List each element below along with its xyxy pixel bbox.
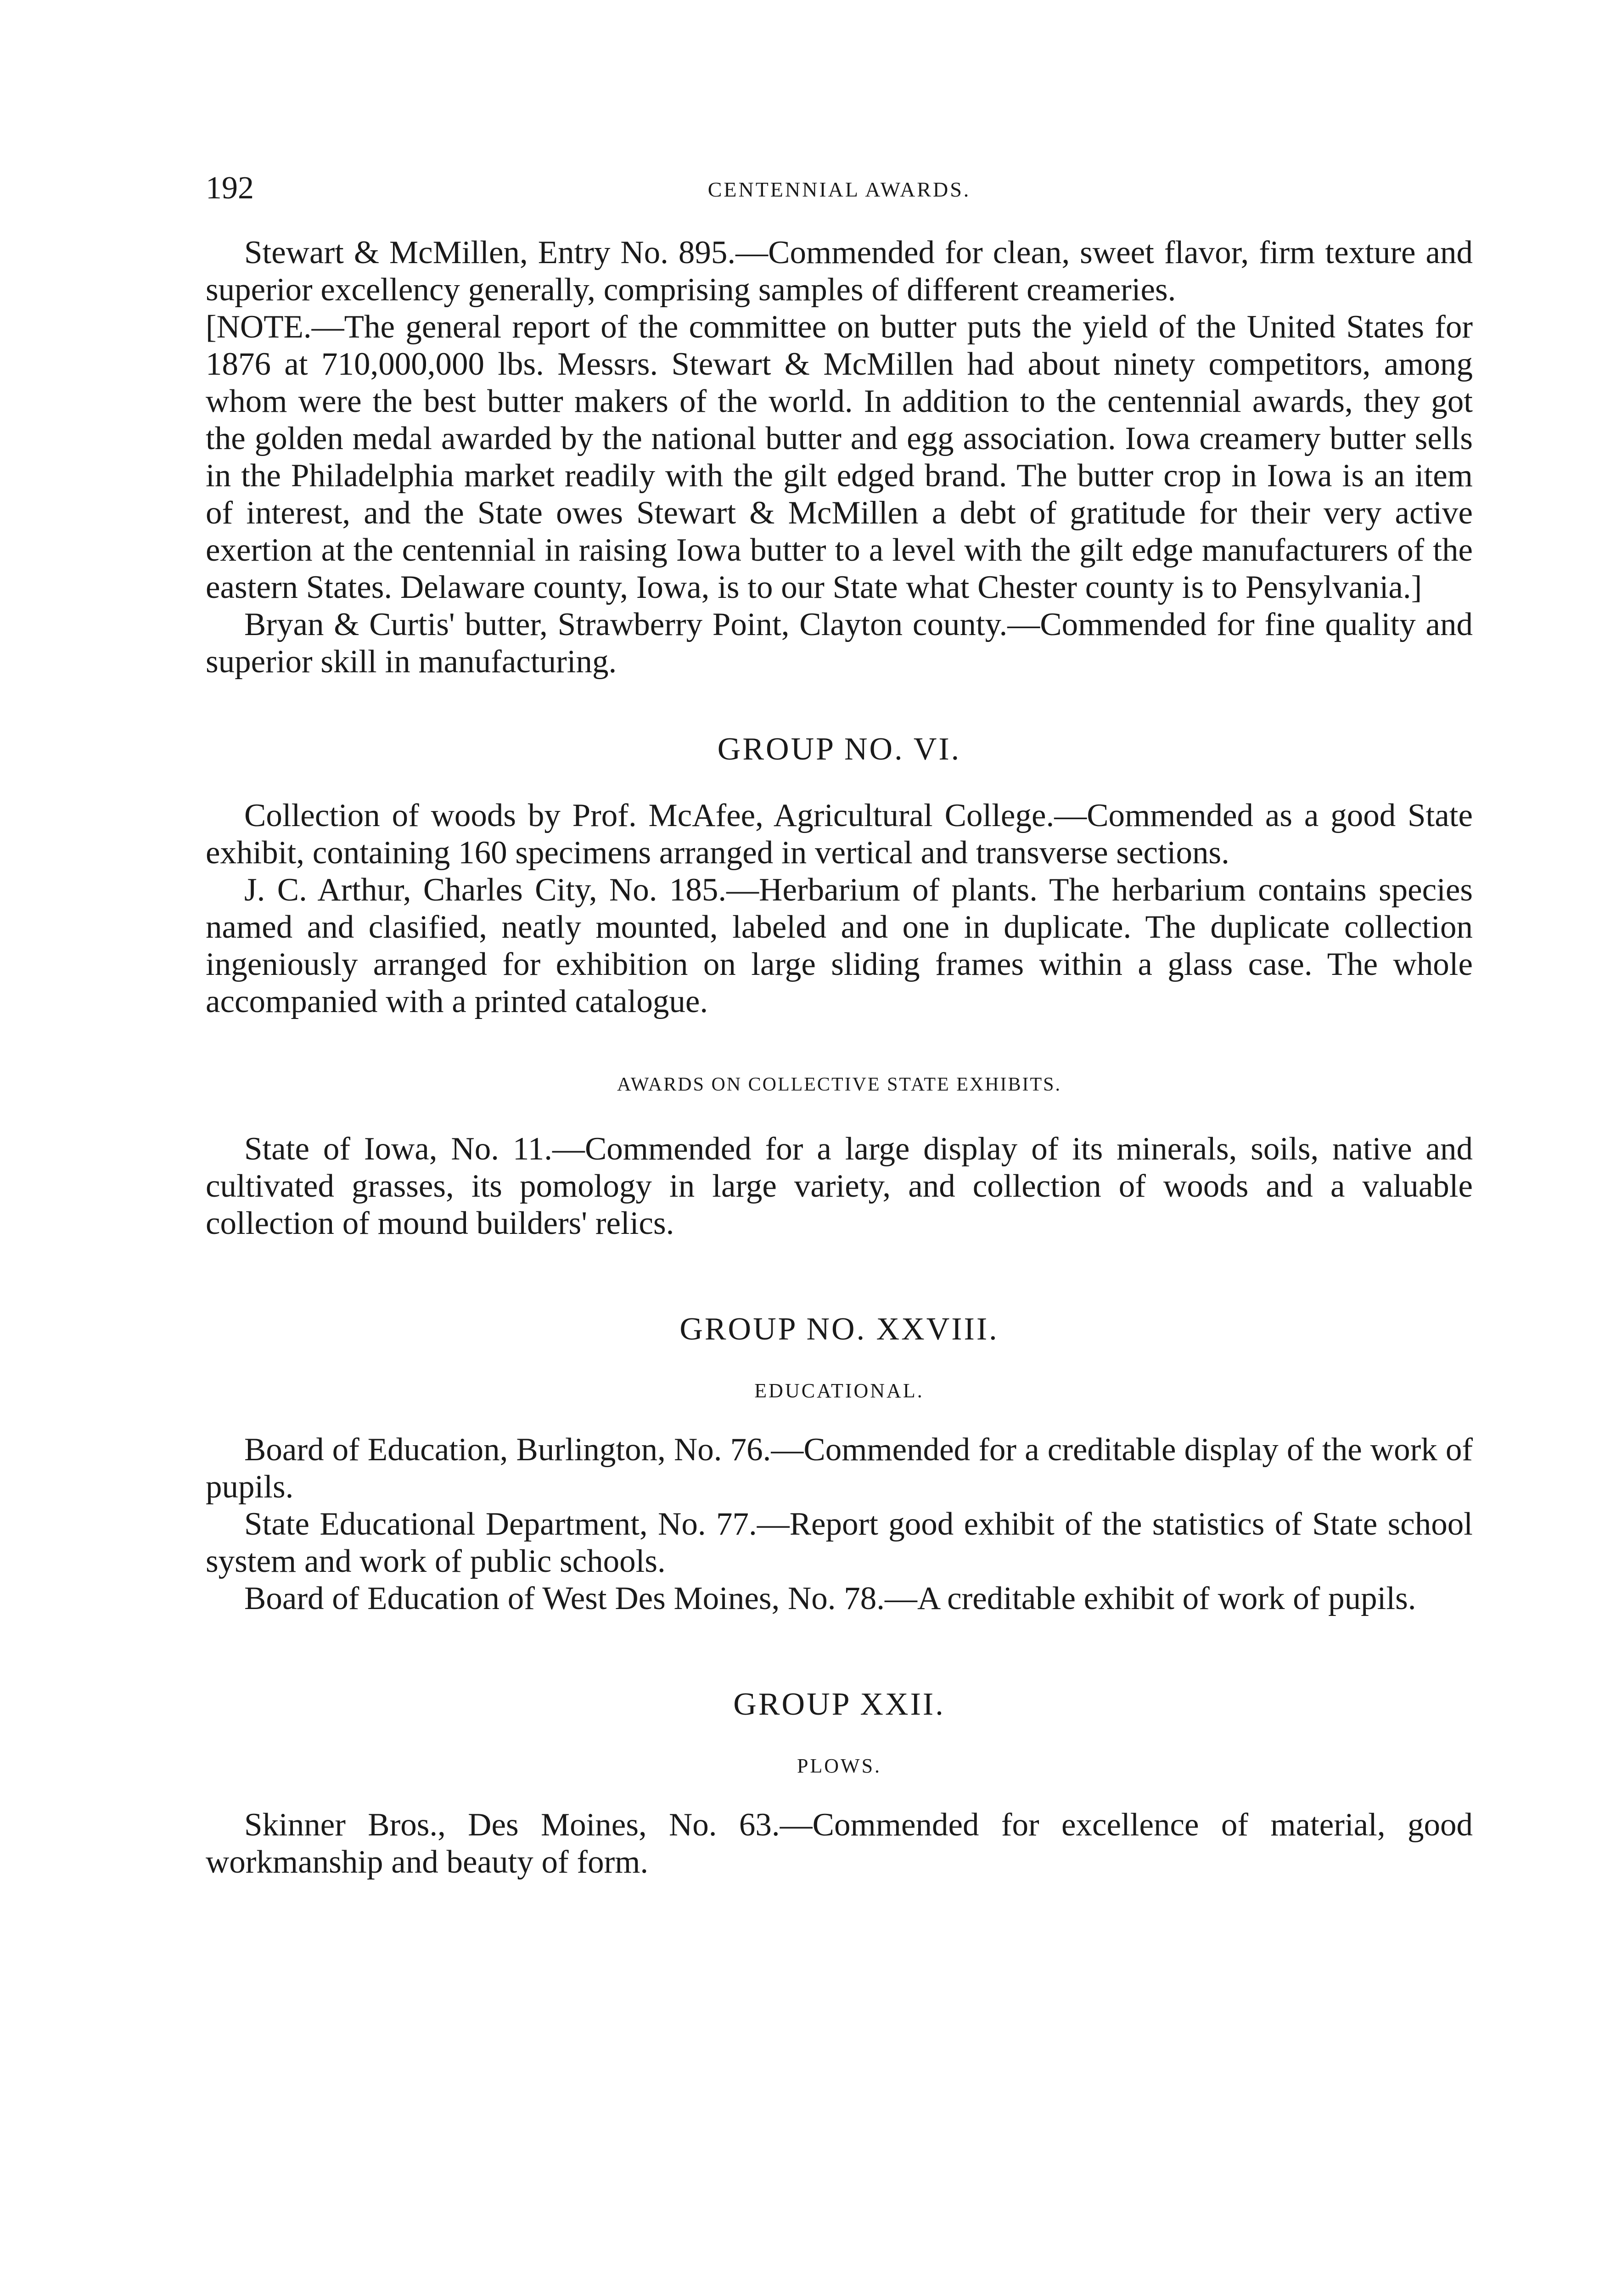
page-header: [206, 170, 1473, 207]
paragraph-skinner-bros: Skinner Bros., Des Moines, No. 63.—Commended for excellence of material, good workmanship and beauty of form.: [206, 1807, 1473, 1880]
paragraph-state-educational: State Educational Department, No. 77.—Report good exhibit of the statistics of State school system and work of public schools.: [206, 1506, 1473, 1579]
paragraph-bryan-curtis: Bryan & Curtis' butter, Strawberry Point, Clayton county.—Commended for fine quality and superior skill in manufacturing.: [206, 607, 1473, 680]
page-number: 192: [206, 170, 254, 206]
section-title-group-vi: GROUP NO. VI.: [717, 732, 961, 767]
paragraph-state-of-iowa: State of Iowa, No. 11.—Commended for a large display of its minerals, soils, native and cultivated grasses, its pomology in large variety, and collection of woods and a valuable collection of mound builders' relics.: [206, 1131, 1473, 1241]
paragraph-woods-collection: Collection of woods by Prof. McAfee, Agricultural College.—Commended as a good State exhibit, containing 160 specimens arranged in vertical and transverse sections.: [206, 798, 1473, 871]
subtitle-educational: EDUCATIONAL.: [754, 1379, 924, 1402]
paragraph-stewart-mcmillen: Stewart & McMillen, Entry No. 895.—Commended for clean, sweet flavor, firm texture and superior excellency generally, comprising samples of different creameries.: [206, 235, 1473, 308]
paragraph-herbarium: J. C. Arthur, Charles City, No. 185.—Herbarium of plants. The herbarium contains species named and clasified, neatly mounted, labeled and one in duplicate. The duplicate collection ingeniously arranged for exhibition on large sliding frames within a glass case. The whole accompanied with a printed catalogue.: [206, 872, 1473, 1019]
section-title-group-xxii: GROUP XXII.: [733, 1687, 945, 1722]
page: [206, 170, 1473, 1881]
subtitle-plows: PLOWS.: [797, 1755, 882, 1777]
note-paragraph: [NOTE.—The general report of the committee on butter puts the yield of the United States for 1876 at 710,000,000 lbs. Messrs. Stewart & McMillen had about ninety competitors, among whom were the best butter makers of the world. In addition to the centennial awards, they got the golden medal awarded by the national butter and egg association. Iowa creamery butter sells in the Philadelphia market readily with the gilt edged brand. The butter crop in Iowa is an item of interest, and the State owes Stewart & McMillen a debt of gratitude for their very active exertion at the centennial in raising Iowa butter to a level with the gilt edge manufacturers of the eastern States. Delaware county, Iowa, is to our State what Chester county is to Pensylvania.]: [206, 309, 1473, 605]
paragraph-board-burlington: Board of Education, Burlington, No. 76.—Commended for a creditable display of the work of pupils.: [206, 1432, 1473, 1505]
section-title-group-xxviii: GROUP NO. XXVIII.: [679, 1311, 999, 1347]
section-title-collective-exhibits: AWARDS ON COLLECTIVE STATE EXHIBITS.: [617, 1074, 1062, 1095]
paragraph-board-west-des-moines: Board of Education of West Des Moines, No. 78.—A creditable exhibit of work of pupils.: [244, 1581, 1416, 1616]
running-head: CENTENNIAL AWARDS.: [707, 178, 971, 201]
